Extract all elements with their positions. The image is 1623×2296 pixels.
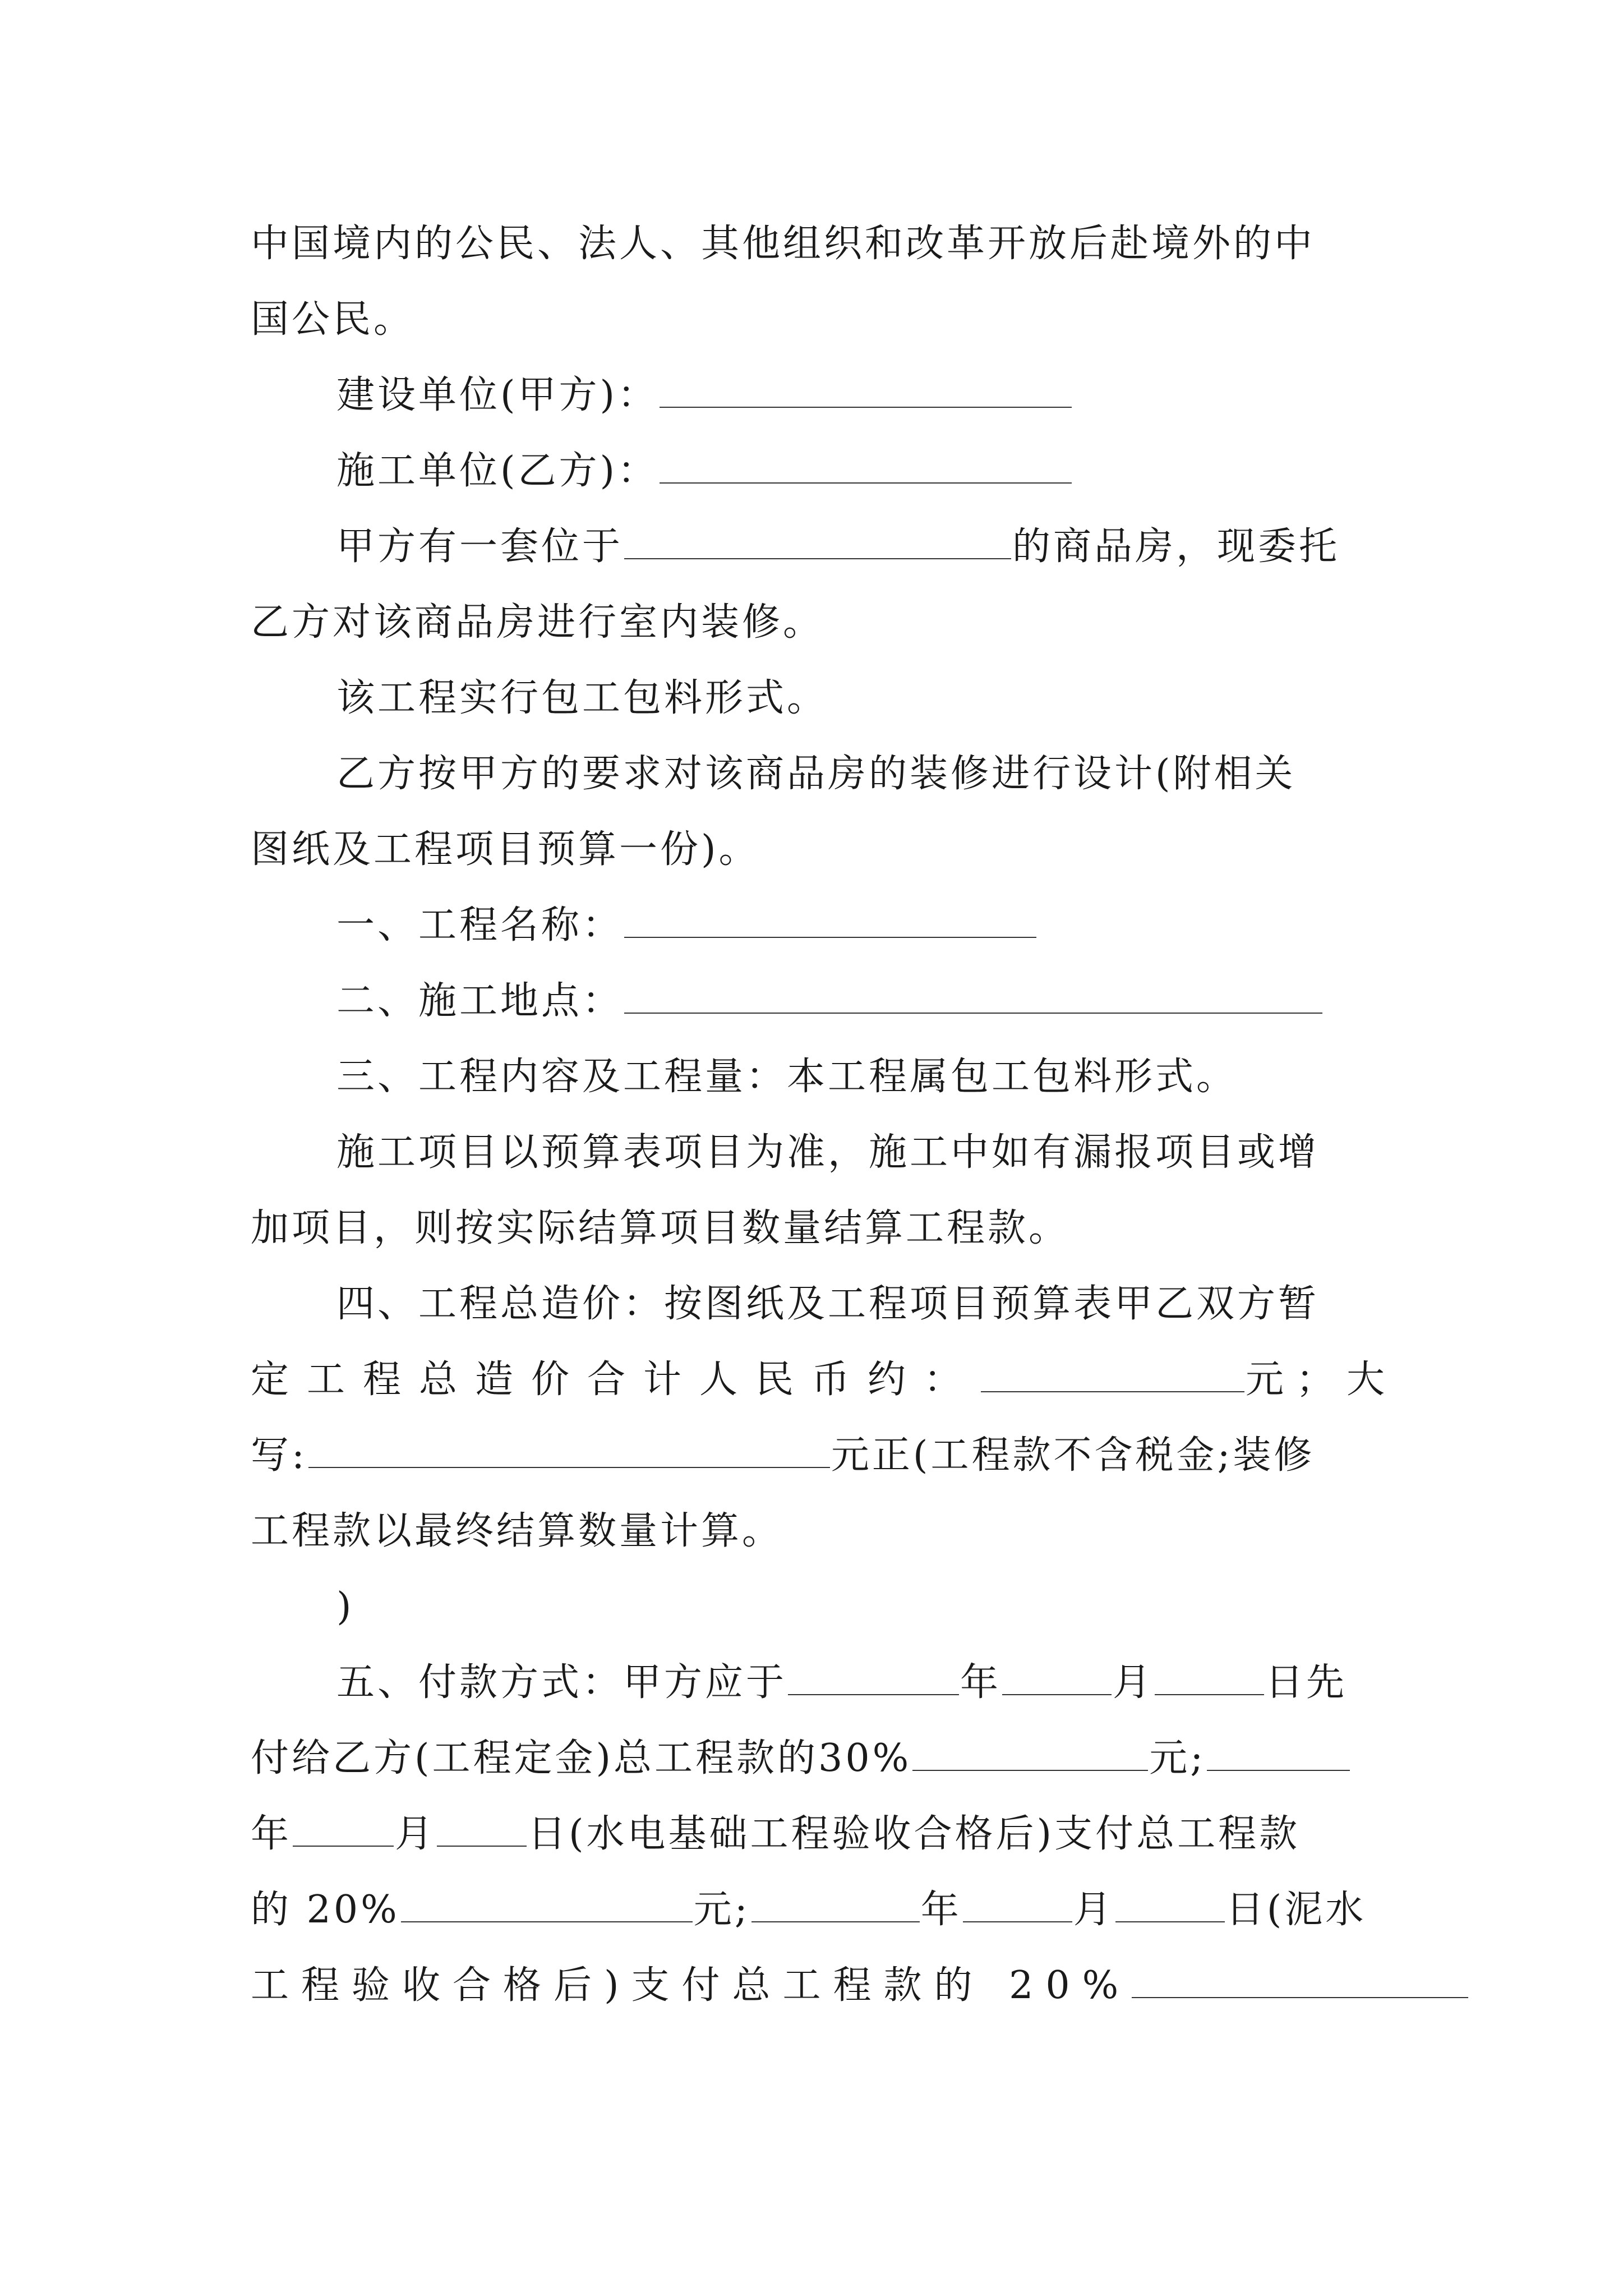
site-blank[interactable] bbox=[624, 972, 1322, 1014]
payment-line-1 bbox=[336, 1652, 1347, 1714]
paragraph-line bbox=[251, 819, 760, 881]
project-name-blank[interactable] bbox=[624, 896, 1036, 938]
text: 中国境内的公民、法人、其他组织和改革开放后赴境外的中 bbox=[251, 222, 1316, 266]
text: 二、施工地点： bbox=[336, 979, 624, 1023]
text: 乙方按甲方的要求对该商品房的装修进行设计(附相关 bbox=[336, 752, 1296, 796]
text: 的 20% bbox=[251, 1888, 400, 1932]
year-blank[interactable] bbox=[751, 1881, 920, 1922]
deposit-amount-blank[interactable] bbox=[912, 1729, 1148, 1771]
year-blank[interactable] bbox=[788, 1654, 959, 1695]
paragraph-line bbox=[336, 1576, 354, 1638]
text: 日(泥水 bbox=[1225, 1888, 1367, 1932]
capital-amount-blank[interactable] bbox=[308, 1427, 830, 1468]
text: 元; bbox=[693, 1888, 750, 1932]
paragraph-line bbox=[251, 1501, 783, 1562]
text: 的商品房，现委托 bbox=[1012, 524, 1340, 569]
text: 日(水电基础工程验收合格后)支付总工程款 bbox=[528, 1812, 1301, 1856]
paragraph-line bbox=[251, 289, 414, 351]
text: 月 bbox=[1073, 1888, 1114, 1932]
text: 年 bbox=[251, 1812, 292, 1856]
month-blank[interactable] bbox=[1002, 1654, 1112, 1695]
text: 该工程实行包工包料形式。 bbox=[336, 676, 828, 720]
text: 元；大 bbox=[1246, 1358, 1398, 1402]
project-name-line bbox=[336, 895, 1038, 956]
text: 定工程总造价合计人民币约： bbox=[251, 1358, 980, 1402]
house-line bbox=[336, 516, 1340, 578]
paragraph-line bbox=[251, 1198, 1069, 1259]
day-blank[interactable] bbox=[1115, 1881, 1225, 1922]
text: 五、付款方式：甲方应于 bbox=[336, 1660, 787, 1705]
text: 年 bbox=[960, 1660, 1002, 1705]
text: 甲方有一套位于 bbox=[336, 524, 624, 569]
text: 乙方对该商品房进行室内装修。 bbox=[251, 600, 824, 645]
capital-amount-line bbox=[251, 1425, 1315, 1487]
text: 图纸及工程项目预算一份)。 bbox=[251, 827, 760, 872]
text: ) bbox=[336, 1585, 354, 1629]
month-blank[interactable] bbox=[963, 1881, 1072, 1922]
paragraph-line bbox=[336, 1046, 1237, 1108]
text: 元; bbox=[1149, 1736, 1206, 1780]
payment-line-2 bbox=[251, 1728, 1351, 1789]
party-b-blank[interactable] bbox=[660, 442, 1072, 484]
third-amount-blank[interactable] bbox=[1132, 1957, 1468, 1998]
total-price-blank[interactable] bbox=[981, 1351, 1244, 1392]
text: 写: bbox=[251, 1433, 307, 1478]
second-amount-blank[interactable] bbox=[401, 1881, 693, 1922]
text: 三、工程内容及工程量：本工程属包工包料形式。 bbox=[336, 1055, 1238, 1099]
party-b-label: 施工单位(乙方)： bbox=[336, 449, 659, 493]
text: 年 bbox=[920, 1888, 962, 1932]
total-price-line bbox=[251, 1349, 1397, 1411]
day-blank[interactable] bbox=[437, 1805, 527, 1847]
party-a-line bbox=[336, 365, 1073, 426]
text: 国公民。 bbox=[251, 297, 415, 342]
text: 日先 bbox=[1265, 1660, 1348, 1705]
text: 工程款以最终结算数量计算。 bbox=[251, 1509, 783, 1553]
text: 一、工程名称： bbox=[336, 903, 624, 947]
party-a-label: 建设单位(甲方)： bbox=[336, 373, 659, 417]
year-blank[interactable] bbox=[1207, 1729, 1350, 1771]
party-a-blank[interactable] bbox=[660, 366, 1072, 408]
payment-line-4 bbox=[251, 1879, 1366, 1941]
text: 付给乙方(工程定金)总工程款的30% bbox=[251, 1736, 912, 1780]
paragraph-line bbox=[336, 668, 828, 729]
day-blank[interactable] bbox=[1155, 1654, 1264, 1695]
paragraph-line bbox=[336, 1122, 1319, 1184]
paragraph-line bbox=[336, 1273, 1319, 1335]
paragraph-line bbox=[336, 743, 1296, 805]
paragraph-line bbox=[251, 592, 824, 654]
text: 工程验收合格后)支付总工程款的 20% bbox=[251, 1963, 1131, 2008]
text: 月 bbox=[395, 1812, 436, 1856]
paragraph-line bbox=[251, 213, 1315, 275]
text: 月 bbox=[1113, 1660, 1154, 1705]
text: 元正(工程款不含税金;装修 bbox=[831, 1433, 1315, 1478]
text: 四、工程总造价：按图纸及工程项目预算表甲乙双方暂 bbox=[336, 1282, 1320, 1326]
house-location-blank[interactable] bbox=[624, 518, 1011, 559]
text: 施工项目以预算表项目为准，施工中如有漏报项目或增 bbox=[336, 1130, 1320, 1175]
payment-line-5 bbox=[251, 1955, 1469, 2017]
text: 加项目，则按实际结算项目数量结算工程款。 bbox=[251, 1206, 1070, 1250]
site-line bbox=[336, 970, 1324, 1032]
party-b-line bbox=[336, 440, 1073, 502]
payment-line-3 bbox=[251, 1803, 1300, 1865]
month-blank[interactable] bbox=[293, 1805, 394, 1847]
